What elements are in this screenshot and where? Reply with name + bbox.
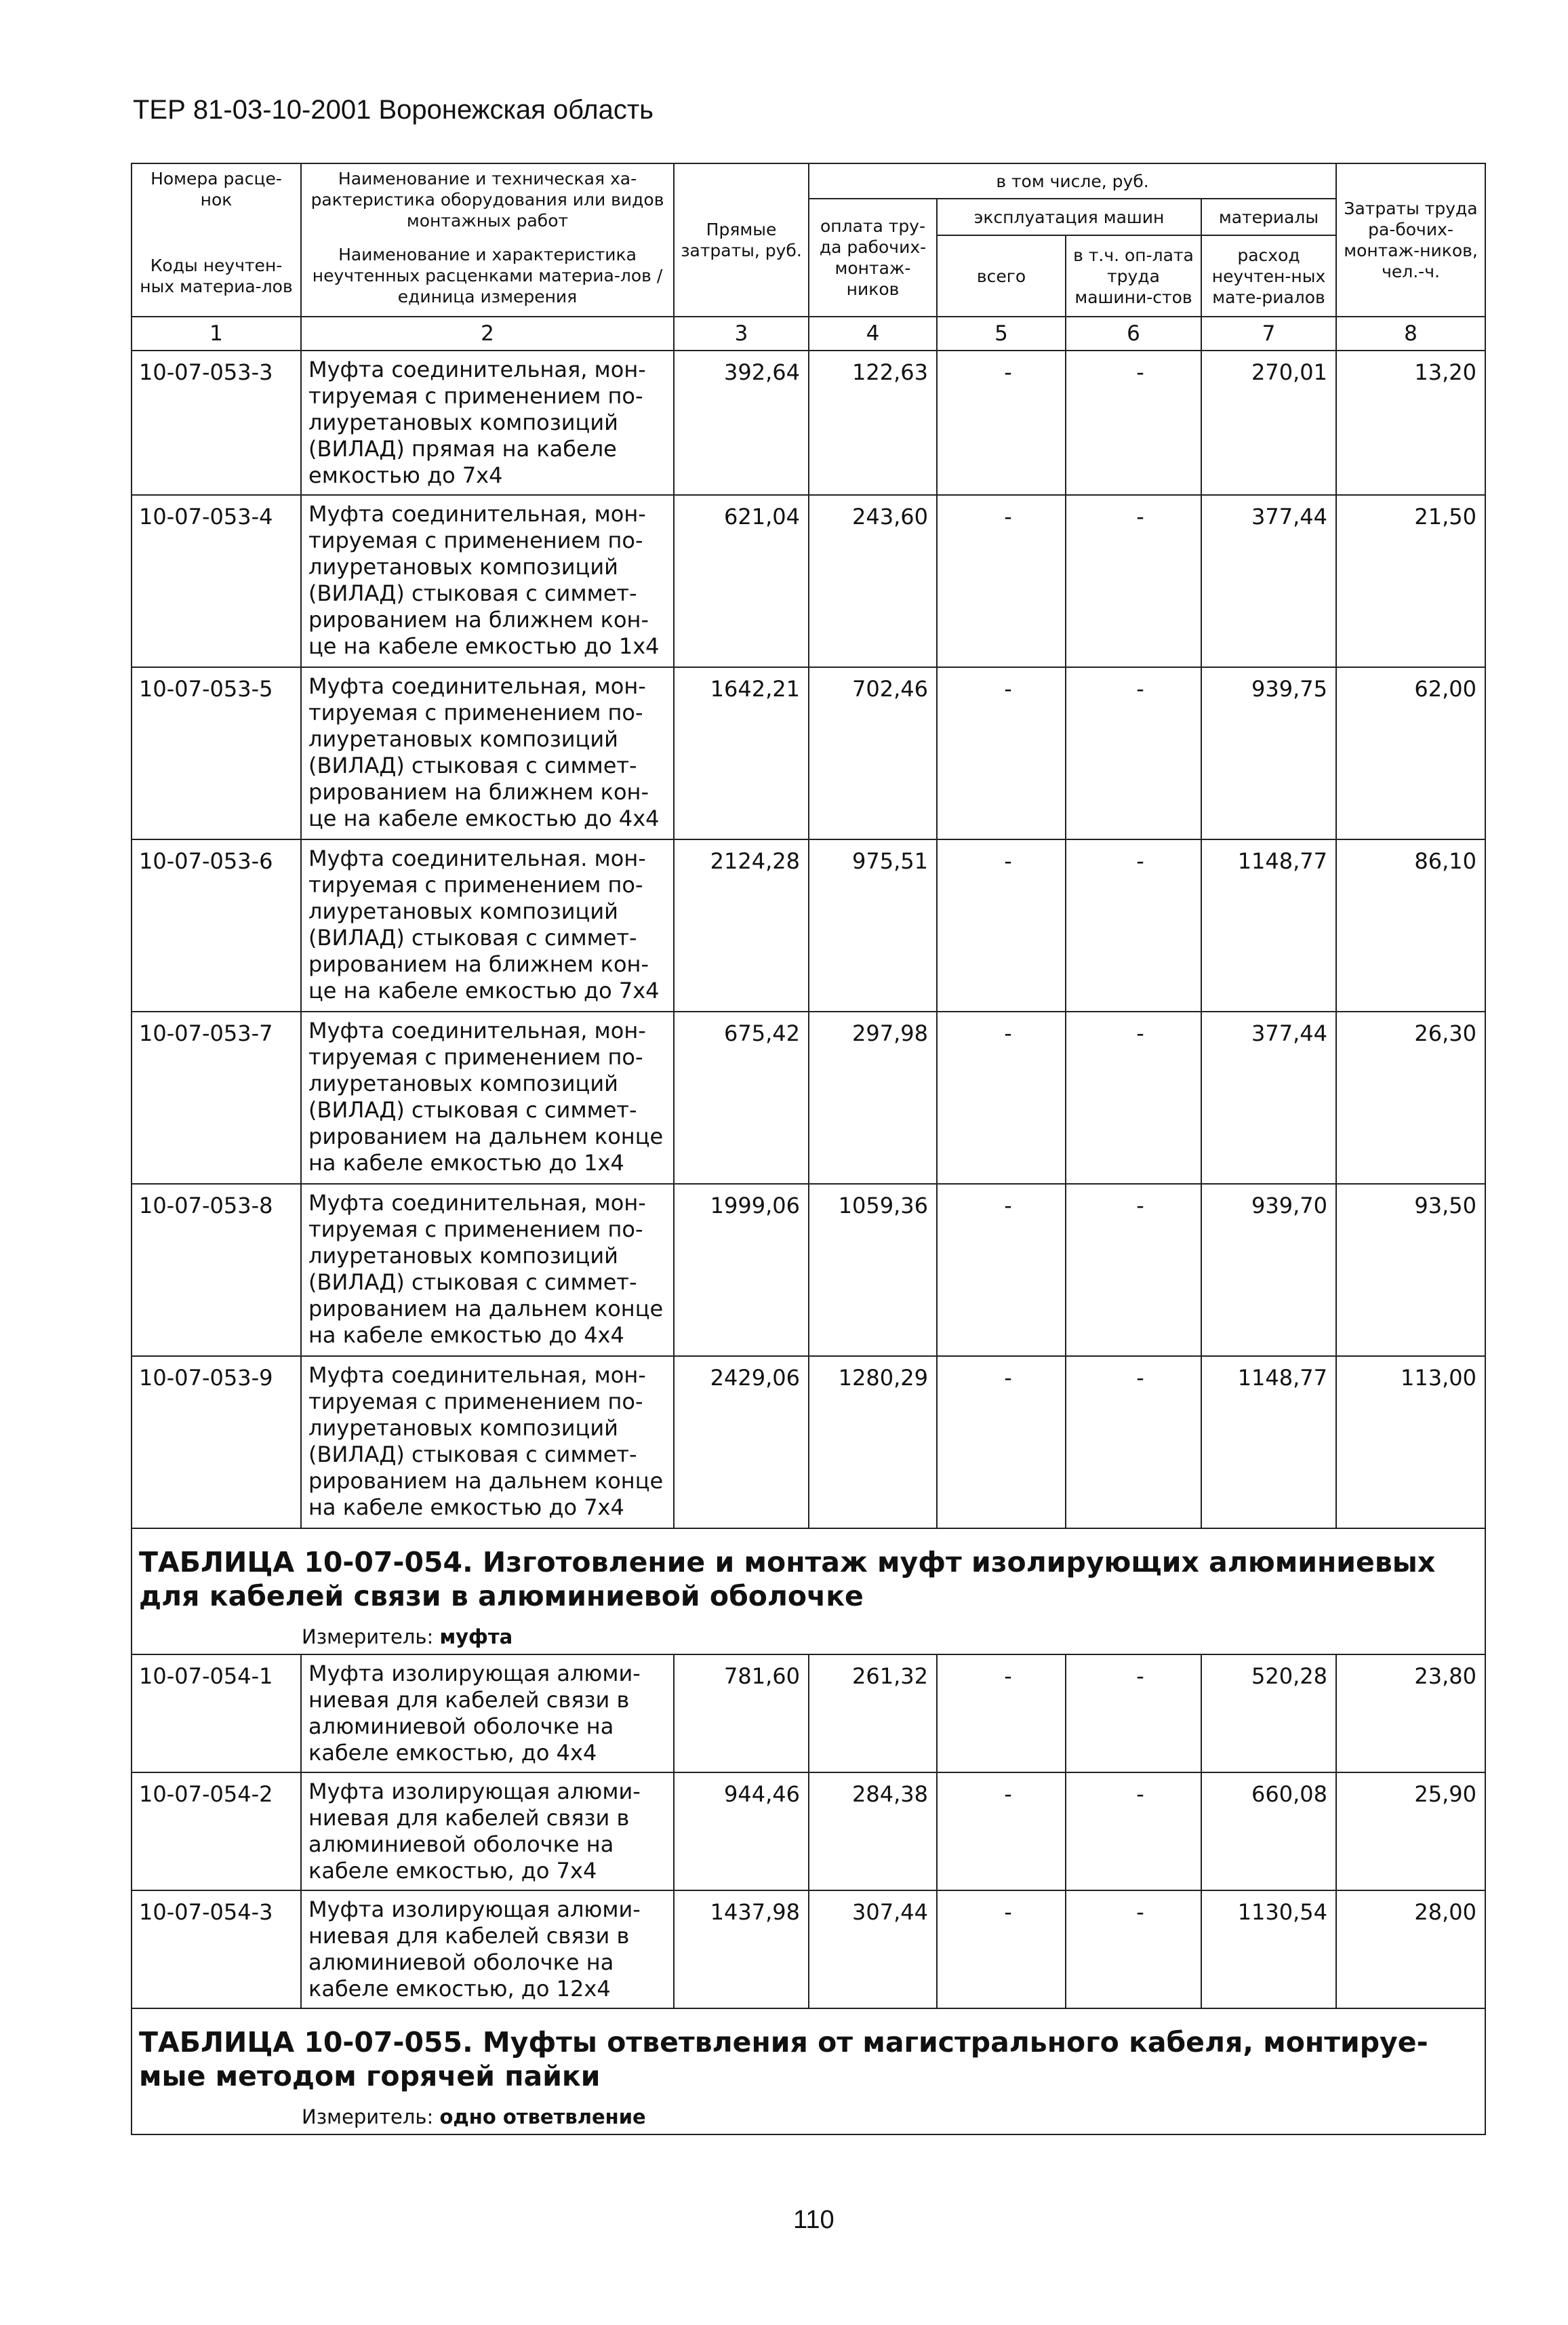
header-work-name: Наименование и техническая ха-рактеристика оборудования или видов монтажных работ [301, 163, 674, 235]
materials-value: 1148,77 [1201, 1356, 1336, 1528]
header-including: в том числе, руб. [809, 163, 1336, 199]
machines-total-value: - [937, 1184, 1066, 1356]
section-header [132, 1528, 1485, 1654]
rate-name: Муфта соединительная, мон-тируемая с применением по-лиуретановых композиций (ВИЛАД) стыковая с симмет-рированием на ближнем кон-це на кабеле емкостью до 4х4 [301, 667, 674, 839]
column-number: 4 [809, 317, 937, 351]
materials-value: 377,44 [1201, 495, 1336, 667]
labor-costs-value: 21,50 [1336, 495, 1485, 667]
rate-code: 10-07-054-1 [132, 1654, 301, 1772]
table-row [132, 1184, 1485, 1356]
column-number: 3 [674, 317, 809, 351]
document-title: ТЕР 81-03-10-2001 Воронежская область [133, 95, 654, 125]
table-row [132, 839, 1485, 1012]
section-cell [132, 1528, 1485, 1654]
rate-code: 10-07-053-8 [132, 1184, 301, 1356]
column-number: 1 [132, 317, 301, 351]
rate-code: 10-07-054-2 [132, 1772, 301, 1890]
section-title-055: ТАБЛИЦА 10-07-055. Муфты ответвления от магистрального кабеля, монтируе-мые методом горячей пайки [139, 2026, 1428, 2092]
rate-code: 10-07-053-6 [132, 839, 301, 1012]
rate-code: 10-07-053-9 [132, 1356, 301, 1528]
machines-total-value: - [937, 351, 1066, 495]
labor-pay-value: 243,60 [809, 495, 937, 667]
header-materials: материалы [1201, 199, 1336, 235]
labor-pay-value: 307,44 [809, 1890, 937, 2008]
column-number: 8 [1336, 317, 1485, 351]
direct-costs-value: 1437,98 [674, 1890, 809, 2008]
labor-pay-value: 297,98 [809, 1012, 937, 1184]
labor-pay-value: 284,38 [809, 1772, 937, 1890]
header-labor-pay: оплата тру-да рабочих-монтаж-ников [809, 199, 937, 317]
labor-costs-value: 113,00 [1336, 1356, 1485, 1528]
header-machines-total: всего [937, 235, 1066, 317]
materials-value: 1130,54 [1201, 1890, 1336, 2008]
measure-line-055 [302, 2105, 1478, 2128]
materials-value: 377,44 [1201, 1012, 1336, 1184]
column-number: 2 [301, 317, 674, 351]
rate-code: 10-07-053-7 [132, 1012, 301, 1184]
machines-labor-value: - [1066, 1184, 1201, 1356]
direct-costs-value: 1999,06 [674, 1184, 809, 1356]
header-rate-numbers: Номера расце-нок [132, 163, 301, 235]
rate-name: Муфта изолирующая алюми-ниевая для кабелей связи в алюминиевой оболочке на кабеле емкостью, до 7х4 [301, 1772, 674, 1890]
rate-name: Муфта соединительная. мон-тируемая с применением по-лиуретановых композиций (ВИЛАД) стыковая с симмет-рированием на ближнем кон-це на кабеле емкостью до 7х4 [301, 839, 674, 1012]
machines-labor-value: - [1066, 495, 1201, 667]
machines-labor-value: - [1066, 351, 1201, 495]
rate-code: 10-07-053-4 [132, 495, 301, 667]
header-direct-costs: Прямые затраты, руб. [674, 163, 809, 317]
direct-costs-value: 944,46 [674, 1772, 809, 1890]
header-machines: эксплуатация машин [937, 199, 1201, 235]
column-number: 6 [1066, 317, 1201, 351]
machines-labor-value: - [1066, 1356, 1201, 1528]
section-header [132, 2008, 1485, 2134]
direct-costs-value: 621,04 [674, 495, 809, 667]
materials-value: 660,08 [1201, 1772, 1336, 1890]
table-row [132, 1890, 1485, 2008]
section-title-054: ТАБЛИЦА 10-07-054. Изготовление и монтаж муфт изолирующих алюминиевых для кабелей связи в алюминиевой оболочке [139, 1546, 1436, 1612]
labor-pay-value: 1059,36 [809, 1184, 937, 1356]
direct-costs-value: 2124,28 [674, 839, 809, 1012]
measure-line-054 [302, 1625, 1478, 1648]
machines-labor-value: - [1066, 1012, 1201, 1184]
labor-costs-value: 62,00 [1336, 667, 1485, 839]
header-labor-costs: Затраты труда ра-бочих-монтаж-ников, чел.-ч. [1336, 163, 1485, 317]
labor-costs-value: 86,10 [1336, 839, 1485, 1012]
materials-value: 270,01 [1201, 351, 1336, 495]
direct-costs-value: 2429,06 [674, 1356, 809, 1528]
machines-labor-value: - [1066, 1772, 1201, 1890]
materials-value: 520,28 [1201, 1654, 1336, 1772]
header-material-name: Наименование и характеристика неучтенных расценками материа-лов / единица измерения [301, 235, 674, 317]
labor-costs-value: 26,30 [1336, 1012, 1485, 1184]
machines-total-value: - [937, 1772, 1066, 1890]
machines-total-value: - [937, 1012, 1066, 1184]
labor-costs-value: 13,20 [1336, 351, 1485, 495]
measure-value: муфта [439, 1625, 513, 1648]
machines-total-value: - [937, 495, 1066, 667]
rate-code: 10-07-054-3 [132, 1890, 301, 2008]
machines-total-value: - [937, 839, 1066, 1012]
machines-labor-value: - [1066, 667, 1201, 839]
table-row [132, 1012, 1485, 1184]
table-row [132, 667, 1485, 839]
rate-code: 10-07-053-5 [132, 667, 301, 839]
header-material-codes: Коды неучтен-ных материа-лов [132, 235, 301, 317]
table-row [132, 1356, 1485, 1528]
table-row [132, 1654, 1485, 1772]
labor-pay-value: 122,63 [809, 351, 937, 495]
direct-costs-value: 781,60 [674, 1654, 809, 1772]
header-materials-usage: расход неучтен-ных мате-риалов [1201, 235, 1336, 317]
measure-value: одно ответвление [439, 2105, 646, 2128]
direct-costs-value: 392,64 [674, 351, 809, 495]
page-number: 110 [793, 2206, 835, 2234]
machines-total-value: - [937, 667, 1066, 839]
machines-total-value: - [937, 1890, 1066, 2008]
rate-name: Муфта соединительная, мон-тируемая с применением по-лиуретановых композиций (ВИЛАД) стыковая с симмет-рированием на дальнем конце на кабеле емкостью до 4х4 [301, 1184, 674, 1356]
column-number: 7 [1201, 317, 1336, 351]
machines-total-value: - [937, 1356, 1066, 1528]
materials-value: 939,70 [1201, 1184, 1336, 1356]
machines-labor-value: - [1066, 839, 1201, 1012]
materials-value: 939,75 [1201, 667, 1336, 839]
labor-costs-value: 25,90 [1336, 1772, 1485, 1890]
rate-name: Муфта соединительная, мон-тируемая с применением по-лиуретановых композиций (ВИЛАД) стыковая с симмет-рированием на ближнем кон-це на кабеле емкостью до 1х4 [301, 495, 674, 667]
direct-costs-value: 1642,21 [674, 667, 809, 839]
direct-costs-value: 675,42 [674, 1012, 809, 1184]
measure-label: Измеритель: [302, 1625, 434, 1648]
section-cell [132, 2008, 1485, 2134]
table-row [132, 495, 1485, 667]
rate-code: 10-07-053-3 [132, 351, 301, 495]
measure-label: Измеритель: [302, 2105, 434, 2128]
machines-labor-value: - [1066, 1654, 1201, 1772]
labor-costs-value: 28,00 [1336, 1890, 1485, 2008]
labor-costs-value: 23,80 [1336, 1654, 1485, 1772]
table-row [132, 351, 1485, 495]
machines-total-value: - [937, 1654, 1066, 1772]
rate-name: Муфта изолирующая алюми-ниевая для кабелей связи в алюминиевой оболочке на кабеле емкостью, до 12х4 [301, 1890, 674, 2008]
machines-labor-value: - [1066, 1890, 1201, 2008]
labor-costs-value: 93,50 [1336, 1184, 1485, 1356]
rates-table [131, 163, 1486, 2135]
rate-name: Муфта соединительная, мон-тируемая с применением по-лиуретановых композиций (ВИЛАД) стыковая с симмет-рированием на дальнем конце на кабеле емкостью до 1х4 [301, 1012, 674, 1184]
rate-name: Муфта соединительная, мон-тируемая с применением по-лиуретановых композиций (ВИЛАД) стыковая с симмет-рированием на дальнем конце на кабеле емкостью до 7х4 [301, 1356, 674, 1528]
rate-name: Муфта соединительная, мон-тируемая с применением по-лиуретановых композиций (ВИЛАД) прямая на кабеле емкостью до 7х4 [301, 351, 674, 495]
materials-value: 1148,77 [1201, 839, 1336, 1012]
header-machines-labor: в т.ч. оп-лата труда машини-стов [1066, 235, 1201, 317]
table-row [132, 1772, 1485, 1890]
labor-pay-value: 975,51 [809, 839, 937, 1012]
labor-pay-value: 702,46 [809, 667, 937, 839]
labor-pay-value: 261,32 [809, 1654, 937, 1772]
labor-pay-value: 1280,29 [809, 1356, 937, 1528]
column-number: 5 [937, 317, 1066, 351]
rate-name: Муфта изолирующая алюми-ниевая для кабелей связи в алюминиевой оболочке на кабеле емкостью, до 4х4 [301, 1654, 674, 1772]
